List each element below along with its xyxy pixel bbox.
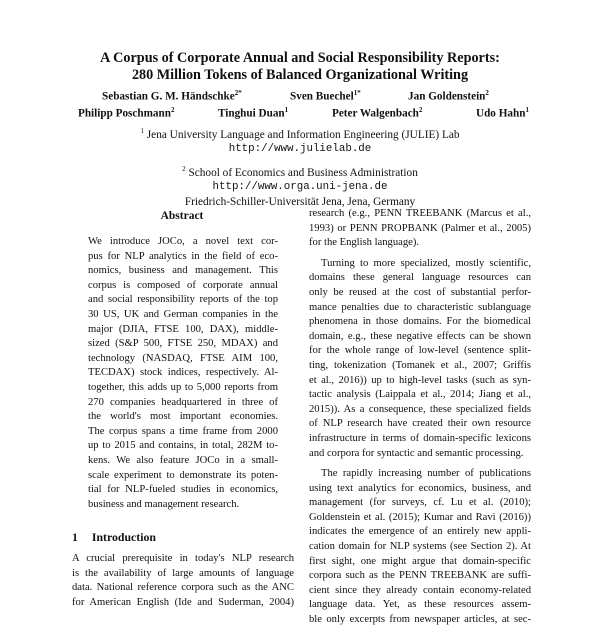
text-line: domain, e.g., these negative effects can be shown [309,330,531,342]
author-row-1 [40,89,560,105]
text-line: sized (S&P 500, FTSE 250, MDAX) and [88,338,278,350]
text-line: indicates the emergence of an entirely new appli- [309,526,531,538]
text-line: first sight, one might argue that domain-specific [309,555,531,567]
affiliation-2 [40,162,560,180]
right-paragraph-1 [309,207,531,251]
affiliation-2-url[interactable]: http://www.orga.uni-jena.de [212,181,388,194]
text-line: management (for surveys, cf. Lu et al. (2010); [309,497,531,509]
author-sup: 1 [525,106,529,114]
aff-sup: 2 [182,164,186,173]
text-line: and corpora for syntactic and semantic processing. [309,447,524,459]
text-line: 1993) or PENN PROPBANK (Palmer et al., 2005) [309,222,531,234]
section-number: 1 [72,530,78,544]
text-line: is the availability of large amounts of language [72,567,294,579]
author-name: Peter Walgenbach [332,107,419,120]
text-line: ble only excerpts from newspaper articles, at sec- [309,614,531,626]
author-goldenstein [408,89,489,103]
introduction-body [72,552,294,610]
text-line: tial for NLP-fueled studies in economics, [88,484,278,496]
aff-sup: 1 [140,127,144,135]
text-line: language data. Yet, as these resources assem- [309,599,531,611]
right-column-body [309,207,531,628]
text-line: A crucial prerequisite in today's NLP research [72,553,294,564]
author-handschke [102,89,242,103]
author-sup: 2 [485,89,489,97]
affiliation-2-text: School of Economics and Business Administration [188,166,418,179]
right-paragraph-2 [309,257,531,461]
text-line: ting, tokenization (Tomanek et al., 2007; Griffis [309,359,531,371]
section-title: Introduction [91,530,156,544]
text-line: domains these general language resources can [309,272,531,284]
text-line: kens. We also feature JOCo in a small- [88,454,278,466]
affiliation-3: Friedrich-Schiller-Universität Jena, Jena, Germany [184,195,416,208]
text-line: research (e.g., PENN TREEBANK (Marcus et al., [309,208,531,219]
text-line: major (DJIA, FTSE 100, DAX), middle- [88,323,278,335]
abstract-heading: Abstract [160,210,204,222]
text-line: The rapidly increasing number of publications [321,468,531,480]
affiliations [40,124,560,209]
text-line: 270 companies headquartered in three of [88,396,278,408]
affiliation-1-url[interactable]: http://www.julielab.de [228,143,372,156]
author-sup: 2 [170,106,175,114]
author-buechel [290,89,361,103]
text-line: infrastructure in terms of domain-specific lexicons [309,432,531,444]
author-walgenbach [332,106,422,120]
author-sup: 2 [418,106,423,114]
author-name: Philipp Poschmann [78,107,171,120]
text-line: cation domain for NLP systems (see Section 2). At [309,541,531,553]
text-line: TECDAX) stock indices, respectively. Al- [88,367,278,379]
author-name: Jan Goldenstein [408,90,486,103]
text-line: only be reused at the cost of substantial perfor- [309,286,531,298]
text-line: using text analytics for economics, business, and [309,482,531,494]
text-line: for the English language). [309,237,420,249]
text-line: business and management research. [88,498,240,510]
affiliation-1-text: Jena University Language and Information Engineering (JULIE) Lab [146,128,460,141]
author-duan [218,106,288,120]
text-line: technology (NASDAQ, FTSE AIM 100, [88,352,278,364]
author-hahn [476,106,529,120]
introduction-paragraph [72,552,294,610]
author-name: Tinghui Duan [218,107,285,120]
text-line: 2015)). As a consequence, these specialized fields [309,403,531,415]
title-line-2: 280 Million Tokens of Balanced Organizational Writing [131,67,469,83]
text-line: cient since they already contain economy-related [309,584,531,596]
text-line: together, this adds up to 5,000 reports from [88,381,278,393]
text-line: up to 2015 and contains, in total, 282M to- [88,440,278,452]
abstract-body [88,235,278,512]
author-name: Udo Hahn [476,107,526,120]
text-line: We introduce JOCo, a novel text cor- [88,236,278,247]
text-line: scale experiment to demonstrate its poten- [88,469,278,481]
text-line: Goldenstein et al. (2015); Kumar and Ravi (2016)) [309,511,531,523]
title-line-1: A Corpus of Corporate Annual and Social Responsibility Reports: [100,50,500,66]
text-line: The corpus spans a time frame from 2000 [88,425,278,437]
text-line: corpora such as the PENN TREEBANK are suffi- [309,570,531,582]
affiliation-1 [40,124,560,142]
text-line: et al., 2016)) up to high-level tasks (such as syn- [309,374,531,386]
abstract-paragraph [88,235,278,512]
text-line: mance penalties due to characteristic sublanguage [309,301,531,313]
text-line: tactic analysis (Laippala et al., 2014; Jiang et al., [309,389,531,401]
text-line: for American English (Ide and Suderman, 2004) [72,596,294,608]
author-poschmann [78,106,174,120]
author-row-2 [40,106,560,122]
text-line: phenomena in those domains. For the biomedical [309,316,531,328]
paper-title [40,50,560,84]
right-paragraph-3 [309,467,531,628]
text-line: of NLP research have created their own resource [309,418,531,430]
text-line: and social responsibility reports of the top [88,294,278,306]
section-heading-introduction [72,530,156,545]
author-sup: 2* [234,89,242,97]
text-line: corpus is composed of corporate annual [88,279,278,291]
text-line: data. National reference corpora such as the ANC [72,582,294,594]
author-name: Sebastian G. M. Händschke [102,90,235,103]
text-line: Turning to more specialized, mostly scientific, [321,257,531,269]
author-sup: 1 [284,106,289,114]
text-line: nomics, business and management. This [88,265,278,277]
text-line: 30 US, UK and German companies in the [88,308,278,320]
author-sup: 1* [353,89,361,97]
author-name: Sven Buechel [290,90,354,103]
text-line: the world's most important economies. [88,411,278,423]
text-line: pus for NLP analytics in the field of eco- [88,250,278,262]
text-line: for the whole range of low-level (sentence split- [309,345,531,357]
